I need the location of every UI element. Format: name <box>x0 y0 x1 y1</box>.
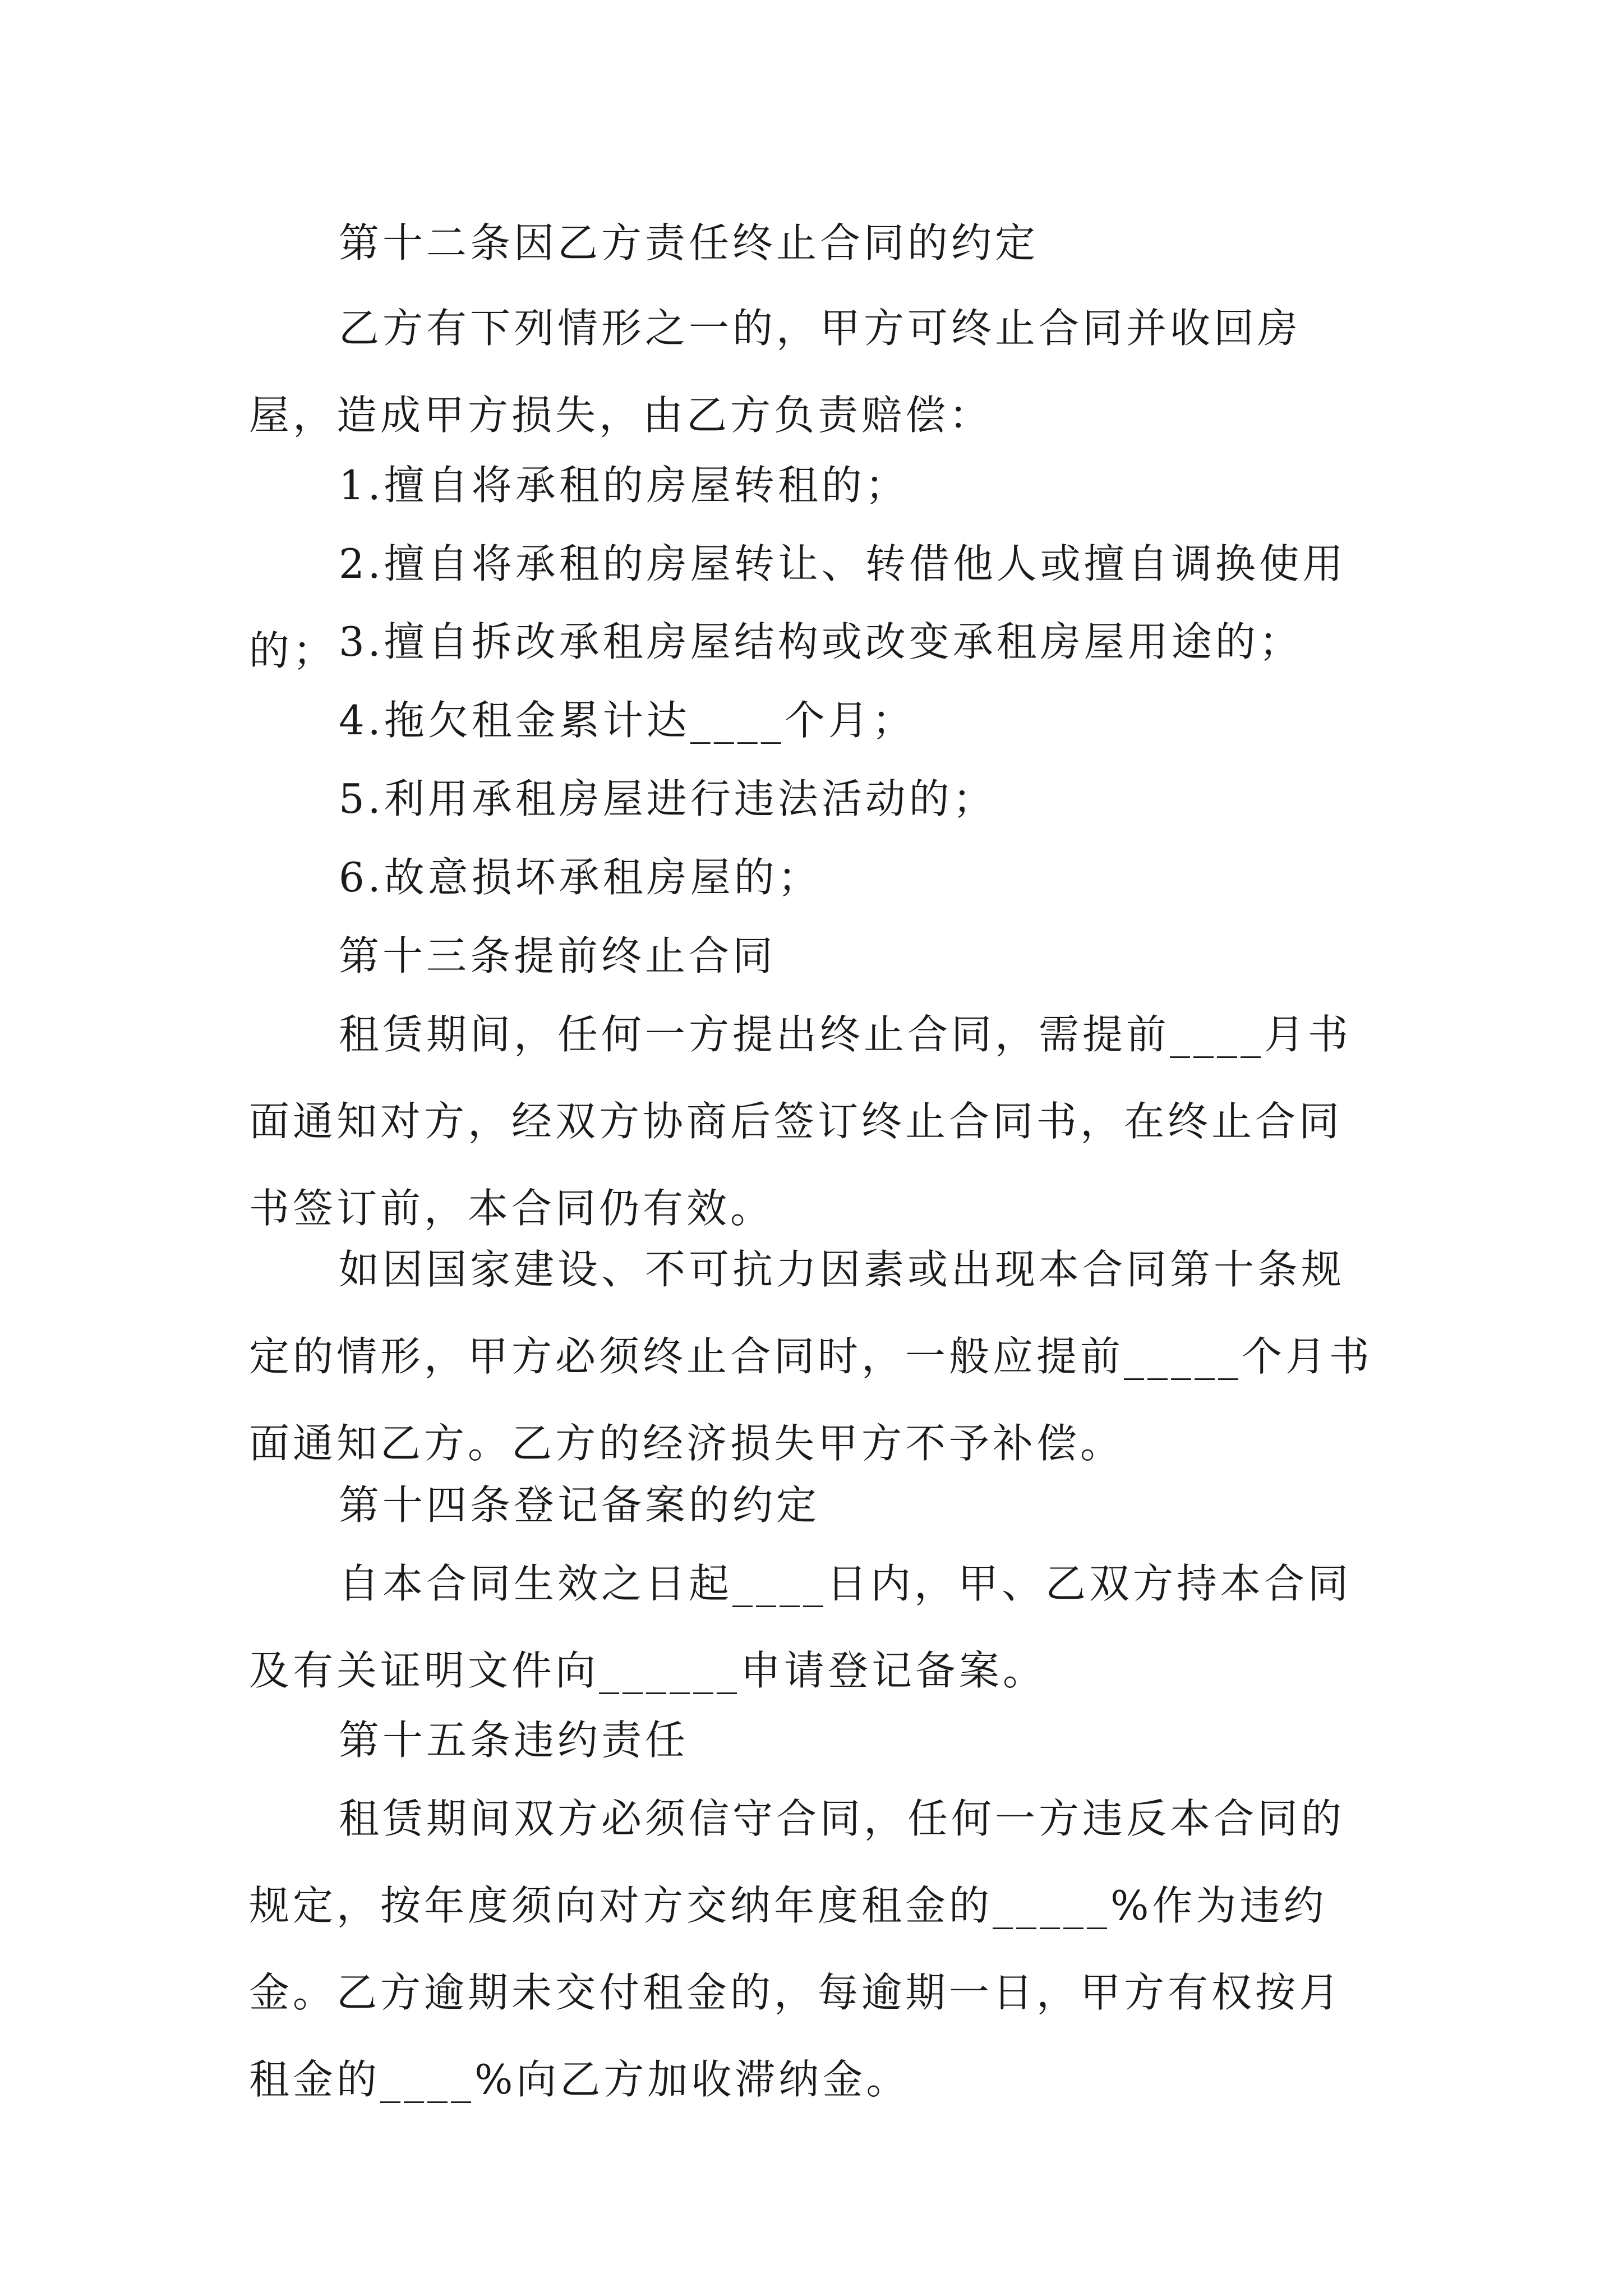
article-14-paragraph: 自本合同生效之日起____日内，甲、乙双方持本合同及有关证明文件向______申请登记备案。 <box>249 1560 1352 1694</box>
article-12-item-2: 2.擅自将承租的房屋转让、转借他人或擅自调换使用的； <box>249 540 1347 674</box>
article-15-heading: 第十五条违约责任 <box>339 1717 689 1764</box>
article-14-heading: 第十四条登记备案的约定 <box>339 1481 820 1529</box>
article-12-item-5: 5.利用承租房屋进行违法活动的； <box>339 775 997 822</box>
article-13-heading: 第十三条提前终止合同 <box>339 932 777 979</box>
article-12-item-4: 4.拖欠租金累计达____个月； <box>339 697 916 744</box>
article-15-paragraph: 租赁期间双方必须信守合同，任何一方违反本合同的规定，按年度须向对方交纳年度租金的_____%作为违约金。乙方逾期未交付租金的，每逾期一日，甲方有权按月租金的____%向乙方加收滞纳金。 <box>249 1795 1345 2103</box>
article-12-item-1: 1.擅自将承租的房屋转租的； <box>339 462 909 509</box>
article-12-intro: 乙方有下列情形之一的，甲方可终止合同并收回房屋，造成甲方损失，由乙方负责赔偿： <box>249 305 1302 439</box>
article-12-item-6: 6.故意损坏承租房屋的； <box>339 854 822 901</box>
article-12-item-3: 3.擅自拆改承租房屋结构或改变承租房屋用途的； <box>339 618 1303 665</box>
article-13-paragraph-1: 租赁期间，任何一方提出终止合同，需提前____月书面通知对方，经双方协商后签订终止合同书，在终止合同书签订前，本合同仍有效。 <box>249 1011 1352 1232</box>
article-12-heading: 第十二条因乙方责任终止合同的约定 <box>339 219 1039 266</box>
article-13-paragraph-2: 如因国家建设、不可抗力因素或出现本合同第十条规定的情形，甲方必须终止合同时，一般应提前_____个月书面通知乙方。乙方的经济损失甲方不予补偿。 <box>249 1246 1373 1467</box>
